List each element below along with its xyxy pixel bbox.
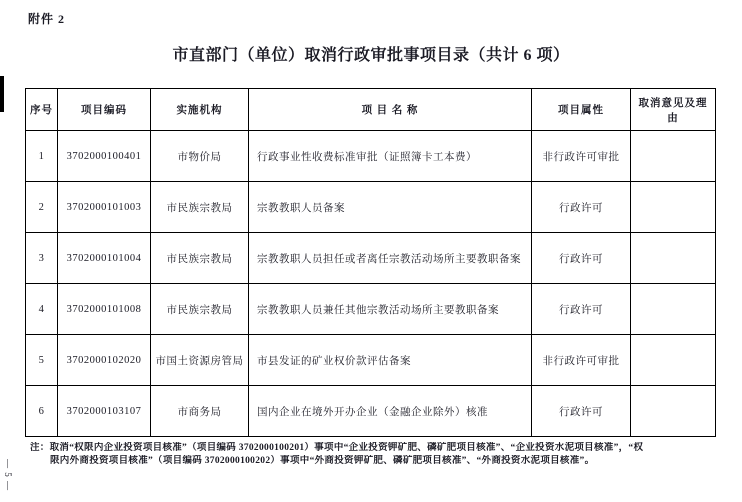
attachment-label: 附件 2 [28, 12, 66, 26]
header-row [26, 89, 716, 131]
col-header-agency: 实施机构 [151, 89, 249, 131]
seq-cell: 3 [26, 233, 58, 284]
agency-cell: 市国土资源房管局 [151, 335, 249, 386]
name-cell: 宗教教职人员担任或者离任宗教活动场所主要教职备案 [249, 233, 532, 284]
code-cell: 3702000100401 [58, 131, 151, 182]
opinion-cell [631, 131, 716, 182]
attribute-cell: 行政许可 [532, 182, 631, 233]
col-header-code: 项目编码 [58, 89, 151, 131]
seq-cell: 6 [26, 386, 58, 437]
attribute-cell: 非行政许可审批 [532, 335, 631, 386]
table-row [26, 284, 716, 335]
agency-cell: 市商务局 [151, 386, 249, 437]
seq-cell: 4 [26, 284, 58, 335]
page-title: 市直部门（单位）取消行政审批事项目录（共计 6 项） [172, 47, 570, 64]
seq-cell: 5 [26, 335, 58, 386]
table-row [26, 182, 716, 233]
page-number: — 5 — [3, 459, 13, 491]
footnote [30, 442, 730, 468]
agency-cell: 市民族宗教局 [151, 284, 249, 335]
table-header [26, 89, 716, 131]
col-header-name: 项 目 名 称 [249, 89, 532, 131]
code-cell: 3702000102020 [58, 335, 151, 386]
agency-cell: 市民族宗教局 [151, 233, 249, 284]
code-cell: 3702000101004 [58, 233, 151, 284]
col-header-opinion: 取消意见及理由 [631, 89, 716, 131]
footnote-line-2: 限内外商投资项目核准”（项目编码 3702000100202）事项中“外商投资钾矿肥、磷矿肥项目核准”、“外商投资水泥项目核准”。 [50, 456, 595, 466]
name-cell: 宗教教职人员兼任其他宗教活动场所主要教职备案 [249, 284, 532, 335]
name-cell: 宗教教职人员备案 [249, 182, 532, 233]
table-row [26, 233, 716, 284]
name-cell: 市县发证的矿业权价款评估备案 [249, 335, 532, 386]
opinion-cell [631, 386, 716, 437]
attribute-cell: 行政许可 [532, 386, 631, 437]
table-body [26, 131, 716, 437]
col-header-seq: 序号 [26, 89, 58, 131]
opinion-cell [631, 182, 716, 233]
scan-edge-artifact [0, 76, 4, 112]
col-header-attribute: 项目属性 [532, 89, 631, 131]
name-cell: 行政事业性收费标准审批（证照簿卡工本费） [249, 131, 532, 182]
seq-cell: 2 [26, 182, 58, 233]
opinion-cell [631, 284, 716, 335]
agency-cell: 市物价局 [151, 131, 249, 182]
attribute-cell: 行政许可 [532, 284, 631, 335]
code-cell: 3702000103107 [58, 386, 151, 437]
table-row [26, 386, 716, 437]
name-cell: 国内企业在境外开办企业（金融企业除外）核准 [249, 386, 532, 437]
seq-cell: 1 [26, 131, 58, 182]
agency-cell: 市民族宗教局 [151, 182, 249, 233]
attribute-cell: 行政许可 [532, 233, 631, 284]
attribute-cell: 非行政许可审批 [532, 131, 631, 182]
footnote-line-1: 注：取消“权限内企业投资项目核准”（项目编码 3702000100201）事项中“企业投资钾矿肥、磷矿肥项目核准”、“企业投资水泥项目核准”，“权 [30, 443, 644, 453]
table-row [26, 335, 716, 386]
code-cell: 3702000101003 [58, 182, 151, 233]
code-cell: 3702000101008 [58, 284, 151, 335]
table-row [26, 131, 716, 182]
opinion-cell [631, 335, 716, 386]
opinion-cell [631, 233, 716, 284]
cancelled-items-table [25, 88, 716, 437]
